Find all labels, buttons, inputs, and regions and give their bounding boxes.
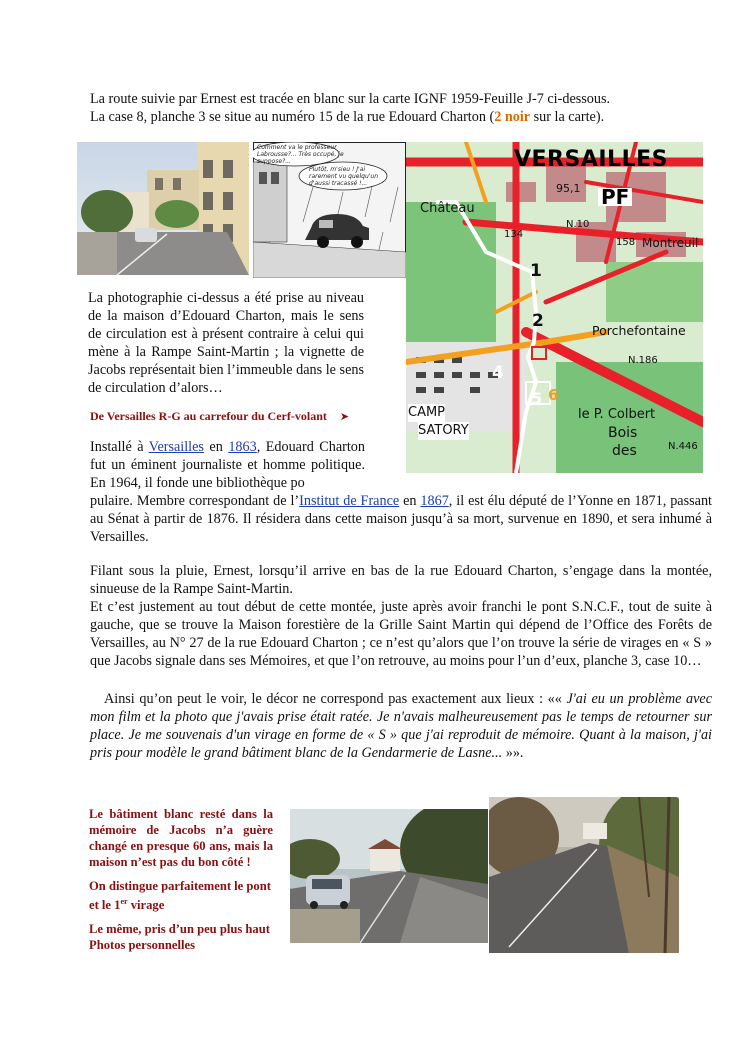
charton-paragraph-bottom: pulaire. Membre correspondant de l’Institut de France en 1867, il est élu député de l’Yonne en 1871, passant au Sénat à partir de 1876. Il résidera dans cette maison jusqu’à sa mort, survenue en 1890, et sera inhumé à Versailles. bbox=[90, 493, 712, 545]
map-marker-6: 6 bbox=[548, 386, 559, 404]
map-marker-4: 4 bbox=[492, 363, 504, 383]
map-label-bois: Bois bbox=[608, 425, 638, 441]
map-label-des: des bbox=[612, 443, 637, 459]
quote-paragraph: Ainsi qu’on peut le voir, le décor ne correspond pas exactement aux lieux : «« J'ai eu un problème avec mon film et la photo que j'avais prise était ratée. Je n'avais malheureusement pas le temps de retourner sur place. Je me souvenais d'un virage en forme de « S » que j'ai reproduit de mémoire. Quant à la maison, j'ai pris pour modèle le grand bâtiment blanc de la Gendarmerie de Lasne... »». bbox=[90, 691, 712, 761]
map-marker-reference: 2 noir bbox=[494, 109, 531, 125]
map-label-satory: SATORY bbox=[418, 423, 469, 438]
road-photo-2 bbox=[489, 797, 679, 953]
map-label-camp: CAMP bbox=[408, 405, 446, 420]
intro-line-1: La route suivie par Ernest est tracée en blanc sur la carte IGNF 1959-Feuille J-7 ci-dessous. bbox=[90, 91, 611, 107]
map-label-n10: N.10 bbox=[566, 219, 590, 230]
ign-map bbox=[406, 142, 703, 473]
map-marker-1: 1 bbox=[530, 261, 542, 281]
link-1867[interactable]: 1867 bbox=[420, 493, 449, 509]
map-label-158: 158 bbox=[616, 237, 636, 248]
caption-higher: Le même, pris d’un peu plus haut bbox=[89, 922, 270, 936]
map-marker-2: 2 bbox=[532, 311, 544, 331]
map-label-134: 134 bbox=[504, 229, 524, 240]
comic-bubble-2: Plutôt, m'sieu ! J'ai rarement vu quelqu'un d'aussi tracassé !... bbox=[309, 166, 378, 187]
street-photo bbox=[77, 142, 249, 275]
intro-line-2: La case 8, planche 3 se situe au numéro 15 de la rue Edouard Charton (2 noir sur la carte). bbox=[90, 109, 605, 125]
photo-paragraph: La photographie ci-dessus a été prise au niveau de la maison d’Edouard Charton, mais le sens de circulation est à présent contraire à celui qui mène à la Rampe Saint-Martin ; la vignette de Jacobs représentait bien l’immeuble dans le sens de circulation d’alors… bbox=[88, 290, 364, 396]
map-label-pf: PF bbox=[598, 188, 632, 206]
link-versailles[interactable]: Versailles bbox=[148, 439, 204, 455]
caption-credits: Photos personnelles bbox=[89, 938, 196, 952]
map-label-chateau: Château bbox=[420, 201, 475, 216]
map-label-montreuil: Montreuil bbox=[642, 236, 699, 250]
road-photo-1 bbox=[290, 809, 488, 943]
map-label-porchefontaine: Porchefontaine bbox=[592, 323, 686, 338]
map-marker-5: 5 bbox=[531, 389, 543, 408]
map-label-versailles: VERSAILLES bbox=[514, 147, 668, 172]
comic-bubble-1: Comment va le professeur Labrousse?... Très occupé, je suppose?... bbox=[257, 144, 344, 165]
filant-paragraph: Filant sous la pluie, Ernest, lorsqu’il arrive en bas de la rue Edouard Charton, s’engage dans la montée, sinueuse de la Rampe Saint-Martin. Et c’est justement au tout début de cette montée, juste après avoir franchi le pont S.N.C.F., tout de suite à gauche, que se trouve la Maison forestière de la Grille Saint Martin qui dépend de l’Office des Forêts de Versailles, au N° 27 de la rue Edouard Charton ; ce n’est qu’alors que l’on trouve la série de virages en « S » que Jacobs signale dans ses Mémoires, et que l’on retrouve, au moins pour l’un d’eux, planche 3, case 10… bbox=[90, 563, 712, 669]
comic-vignette bbox=[253, 142, 406, 278]
link-1863[interactable]: 1863 bbox=[228, 439, 257, 455]
map-label-altitude: 95,1 bbox=[556, 182, 581, 195]
link-institut-de-france[interactable]: Institut de France bbox=[299, 493, 400, 509]
route-nav-link[interactable]: De Versailles R-G au carrefour du Cerf-volant ➤ bbox=[90, 409, 350, 423]
caption-building: Le bâtiment blanc resté dans la mémoire de Jacobs n’a guère changé en presque 60 ans, mais la maison n’est pas du bon côté ! bbox=[89, 807, 273, 869]
caption-bridge: On distingue parfaitement le pont et le 1er virage bbox=[89, 879, 271, 913]
map-label-n446: N.446 bbox=[668, 441, 698, 452]
charton-paragraph-top: Installé à Versailles en 1863, Edouard Charton fut un éminent journaliste et homme politique. En 1964, il fonde une bibliothèque po bbox=[90, 439, 365, 491]
map-label-colbert: le P. Colbert bbox=[578, 407, 656, 422]
arrow-right-icon: ➤ bbox=[339, 411, 350, 423]
map-label-n186: N.186 bbox=[628, 355, 658, 366]
